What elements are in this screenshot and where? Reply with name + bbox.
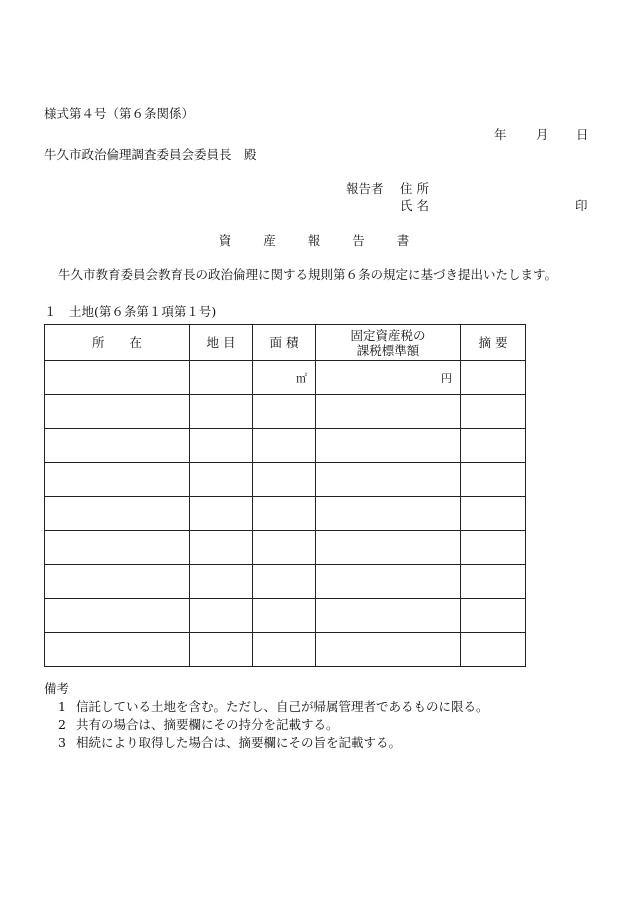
note-text: 共有の場合は、摘要欄にその持分を記載する。: [76, 717, 339, 732]
date-year: 年: [494, 127, 507, 142]
cell-assessed-value[interactable]: [316, 599, 461, 633]
table-header-row: [45, 325, 526, 361]
note-item: [58, 733, 401, 751]
cell-land-category[interactable]: [190, 565, 253, 599]
cell-remarks[interactable]: [461, 463, 526, 497]
title-char: 産: [263, 233, 278, 248]
table-row: [45, 361, 526, 395]
cell-area[interactable]: [253, 497, 316, 531]
cell-remarks[interactable]: [461, 361, 526, 395]
cell-land-category[interactable]: [190, 633, 253, 667]
title-char: 報: [307, 233, 323, 248]
header-assessed-value: [316, 325, 461, 361]
note-number: 3: [58, 735, 66, 750]
cell-remarks[interactable]: [461, 633, 526, 667]
header-assessed-value-line1: 固定資産税の: [350, 327, 426, 343]
table-row: [45, 429, 526, 463]
cell-remarks[interactable]: [461, 429, 526, 463]
header-land-category: 地 目: [190, 325, 253, 361]
note-text: 相続により取得した場合は、摘要欄にその旨を記載する。: [76, 735, 402, 750]
cell-location[interactable]: [45, 531, 190, 565]
cell-location[interactable]: [45, 565, 190, 599]
cell-location[interactable]: [45, 361, 190, 395]
cell-land-category[interactable]: [190, 361, 253, 395]
seal-mark: 印: [575, 198, 588, 213]
title-char: 資: [218, 233, 234, 248]
cell-assessed-value[interactable]: [316, 361, 461, 395]
header-location: 所 在: [45, 325, 190, 361]
table-row: [45, 531, 526, 565]
name-label: 氏 名: [400, 198, 429, 213]
address-label: 住 所: [400, 181, 429, 196]
document-title: [0, 231, 630, 249]
intro-text: 牛久市教育委員会教育長の政治倫理に関する規則第６条の規定に基づき提出いたします。: [58, 267, 558, 282]
note-number: 2: [58, 717, 66, 732]
cell-land-category[interactable]: [190, 463, 253, 497]
cell-remarks[interactable]: [461, 565, 526, 599]
header-assessed-value-line2: 課税標準額: [356, 342, 420, 358]
title-char: 告: [352, 233, 367, 248]
header-area: 面 積: [253, 325, 316, 361]
cell-area[interactable]: [253, 429, 316, 463]
table-row: [45, 633, 526, 667]
cell-location[interactable]: [45, 463, 190, 497]
cell-assessed-value[interactable]: [316, 429, 461, 463]
note-number: 1: [58, 699, 66, 714]
form-number: 様式第４号（第６条関係）: [44, 106, 195, 121]
cell-location[interactable]: [45, 599, 190, 633]
cell-remarks[interactable]: [461, 531, 526, 565]
addressee: 牛久市政治倫理調査委員会委員長 殿: [44, 147, 257, 162]
header-remarks: 摘 要: [461, 325, 526, 361]
date-month: 月: [536, 127, 549, 142]
cell-area[interactable]: [253, 531, 316, 565]
land-table: [44, 324, 526, 667]
cell-land-category[interactable]: [190, 497, 253, 531]
cell-location[interactable]: [45, 429, 190, 463]
cell-assessed-value[interactable]: [316, 497, 461, 531]
cell-remarks[interactable]: [461, 395, 526, 429]
notes-title: 備考: [44, 681, 70, 696]
cell-land-category[interactable]: [190, 395, 253, 429]
table-row: [45, 463, 526, 497]
cell-assessed-value[interactable]: [316, 531, 461, 565]
cell-area[interactable]: [253, 395, 316, 429]
table-row: [45, 565, 526, 599]
value-unit: 円: [441, 371, 452, 385]
cell-remarks[interactable]: [461, 599, 526, 633]
cell-land-category[interactable]: [190, 429, 253, 463]
cell-area[interactable]: [253, 565, 316, 599]
title-char: 書: [396, 233, 412, 248]
table-row: [45, 497, 526, 531]
table-row: [45, 395, 526, 429]
cell-land-category[interactable]: [190, 599, 253, 633]
cell-assessed-value[interactable]: [316, 395, 461, 429]
cell-assessed-value[interactable]: [316, 565, 461, 599]
note-item: [58, 697, 489, 715]
cell-location[interactable]: [45, 395, 190, 429]
reporter-label: 報告者: [346, 181, 384, 196]
cell-location[interactable]: [45, 497, 190, 531]
cell-remarks[interactable]: [461, 497, 526, 531]
cell-area[interactable]: [253, 361, 316, 395]
area-unit: ㎡: [296, 371, 307, 385]
section-title: １ 土地(第６条第１項第１号): [44, 304, 217, 319]
cell-area[interactable]: [253, 633, 316, 667]
note-item: [58, 715, 339, 733]
cell-location[interactable]: [45, 633, 190, 667]
cell-land-category[interactable]: [190, 531, 253, 565]
cell-assessed-value[interactable]: [316, 633, 461, 667]
table-row: [45, 599, 526, 633]
cell-assessed-value[interactable]: [316, 463, 461, 497]
cell-area[interactable]: [253, 599, 316, 633]
date-day: 日: [576, 127, 589, 142]
cell-area[interactable]: [253, 463, 316, 497]
note-text: 信託している土地を含む。ただし、自己が帰属管理者であるものに限る。: [76, 699, 489, 714]
